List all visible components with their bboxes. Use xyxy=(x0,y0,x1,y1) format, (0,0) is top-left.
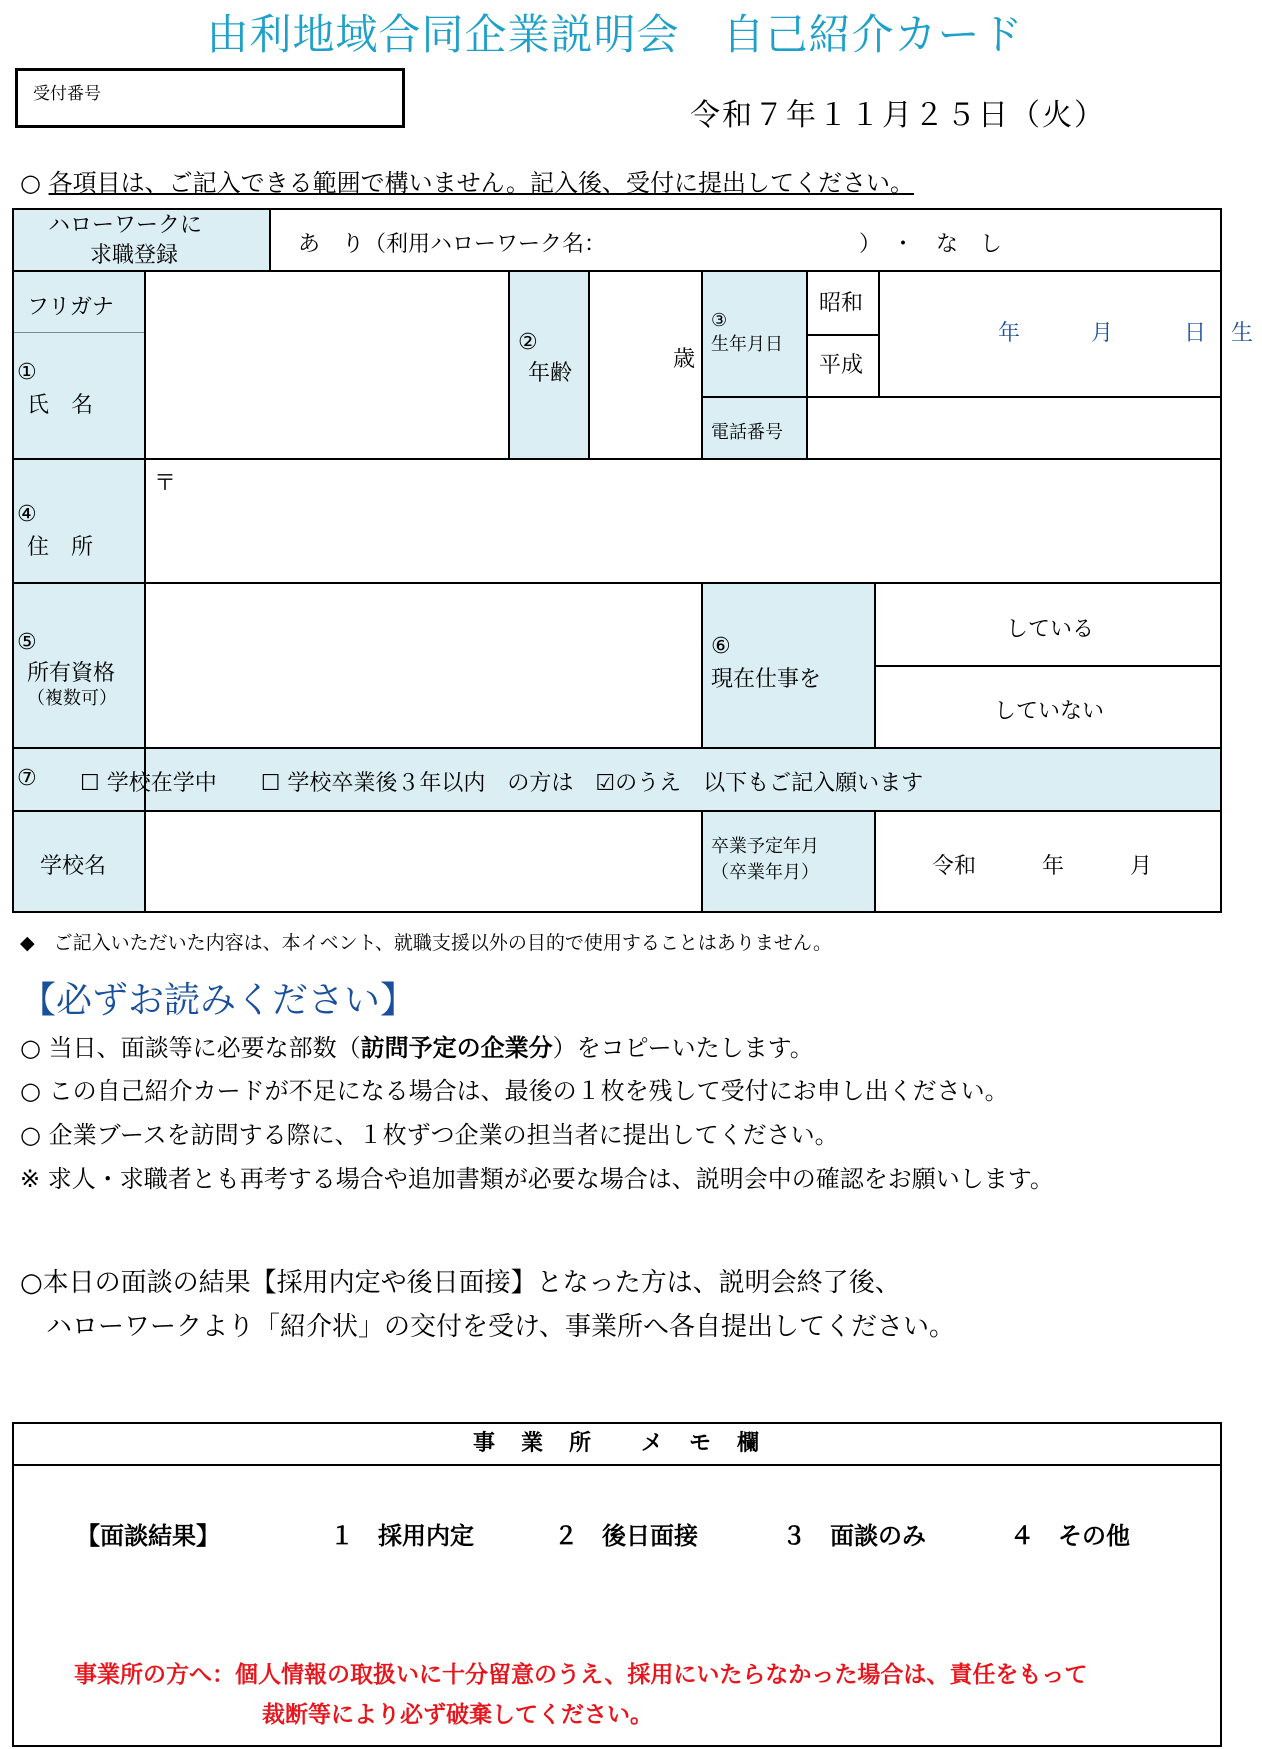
result-note-1: ○本日の面談の結果【採用内定や後日面接】となった方は、説明会終了後、 xyxy=(20,1268,901,1298)
result-option-3[interactable]: ３ 面談のみ xyxy=(782,1522,926,1550)
memo-header: 事 業 所 メ モ 欄 xyxy=(14,1424,1220,1466)
vline xyxy=(701,584,703,749)
instruction-1-a: ○ 当日、面談等に必要な部数（ xyxy=(20,1034,361,1062)
event-date: 令和７年１１月２５日（火） xyxy=(690,98,1106,133)
vline xyxy=(701,272,703,460)
hw-value: あ り（利用ハローワーク名： ） ・ な し xyxy=(298,232,1003,257)
phone-label: 電話番号 xyxy=(711,422,783,443)
result-option-1[interactable]: １ 採用内定 xyxy=(330,1522,474,1550)
birth-number: ③ xyxy=(711,310,728,331)
age-number: ② xyxy=(518,330,538,355)
student-number: ⑦ xyxy=(17,766,37,791)
hw-label-1: ハローワークに xyxy=(48,213,203,238)
school-label: 学校名 xyxy=(40,854,107,879)
receipt-number-box[interactable] xyxy=(15,68,405,128)
age-label: 年齢 xyxy=(528,361,573,386)
school-name-field[interactable] xyxy=(146,812,701,911)
age-unit: 歳 xyxy=(673,347,696,372)
result-note-2: ハローワークより「紹介状」の交付を受け、事業所へ各自提出してください。 xyxy=(46,1312,955,1342)
result-option-2[interactable]: ２ 後日面接 xyxy=(554,1522,698,1550)
student-condition[interactable]: ☐ 学校在学中 ☐ 学校卒業後３年以内 の方は ☑のうえ 以下もご記入願います xyxy=(80,771,924,796)
era-showa: 昭和 xyxy=(819,291,864,316)
notice-prefix: ○ xyxy=(20,169,49,197)
interview-result-label: 【面談結果】 xyxy=(76,1522,220,1550)
employer-memo-box xyxy=(12,1422,1222,1747)
qualification-sub: （複数可） xyxy=(27,688,117,709)
era-separator xyxy=(806,334,880,336)
postal-mark: 〒 xyxy=(154,471,177,496)
result-option-4[interactable]: ４ その他 xyxy=(1010,1522,1130,1550)
self-intro-form xyxy=(12,208,1262,913)
name-number: ① xyxy=(17,360,37,385)
employer-warning-1: 事業所の方へ：個人情報の取扱いに十分留意のうえ、採用にいたらなかった場合は、責任をもって xyxy=(74,1662,1088,1688)
grad-label-2: （卒業年月） xyxy=(711,862,819,883)
grad-label-1: 卒業予定年月 xyxy=(711,836,819,857)
era-heisei: 平成 xyxy=(819,353,864,378)
vline xyxy=(508,272,510,460)
qualification-field[interactable] xyxy=(146,584,701,747)
notice-text: 各項目は、ご記入できる範囲で構いません。記入後、受付に提出してください。 xyxy=(48,169,915,197)
employer-warning-2: 裁断等により必ず破棄してください。 xyxy=(262,1702,653,1728)
name-field[interactable] xyxy=(146,272,508,458)
address-number: ④ xyxy=(17,502,37,527)
privacy-note: ◆ ご記入いただいた内容は、本イベント、就職支援以外の目的で使用することはありません。 xyxy=(20,932,833,954)
phone-field[interactable] xyxy=(808,398,1220,458)
instruction-4: ※ 求人・求職者とも再考する場合や追加書類が必要な場合は、説明会中の確認をお願いします。 xyxy=(20,1165,1054,1193)
address-field[interactable] xyxy=(146,460,1220,582)
receipt-number-label: 受付番号 xyxy=(33,84,101,104)
job-label: 現在仕事を xyxy=(711,667,822,692)
instruction-1-bold: 訪問予定の企業分 xyxy=(360,1034,553,1062)
instruction-1-c: ）をコピーいたします。 xyxy=(552,1034,814,1062)
job-number: ⑥ xyxy=(711,634,731,659)
birth-ymd: 年 月 日 生 xyxy=(998,321,1262,346)
job-no-label: していない xyxy=(994,699,1105,724)
instruction-2: ○ この自己紹介カードが不足になる場合は、最後の１枚を残して受付にお申し出ください。 xyxy=(20,1077,1009,1105)
hline xyxy=(14,747,1220,749)
address-label: 住 所 xyxy=(27,535,94,560)
grad-value: 令和 年 月 xyxy=(932,854,1153,879)
furigana-label: フリガナ xyxy=(27,295,114,320)
vline xyxy=(701,812,703,911)
fill-notice xyxy=(20,163,914,198)
must-read-heading: 【必ずお読みください】 xyxy=(20,980,417,1021)
qualification-number: ⑤ xyxy=(17,630,37,655)
job-yes-label: している xyxy=(1006,617,1095,642)
hw-label-2: 求職登録 xyxy=(90,243,179,268)
instruction-1 xyxy=(20,1028,814,1063)
birth-label: 生年月日 xyxy=(711,334,783,355)
furigana-separator xyxy=(14,332,144,333)
name-label: 氏 名 xyxy=(27,393,94,418)
instruction-3: ○ 企業ブースを訪問する際に、１枚ずつ企業の担当者に提出してください。 xyxy=(20,1121,839,1149)
page-title: 由利地域合同企業説明会 自己紹介カード xyxy=(206,10,1024,59)
qualification-label: 所有資格 xyxy=(27,661,116,686)
